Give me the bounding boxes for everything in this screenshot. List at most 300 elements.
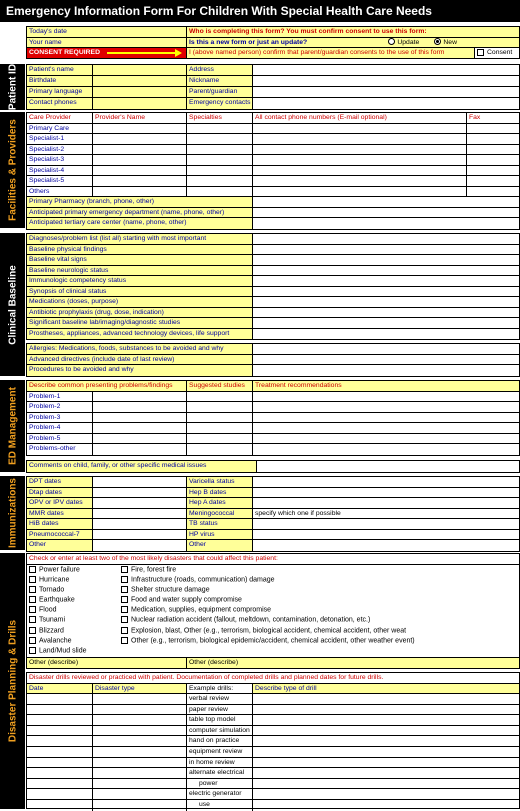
patient-field-label: Nickname <box>187 76 253 86</box>
clinical-label: Baseline physical findings <box>27 245 253 255</box>
table-row <box>27 208 519 219</box>
disaster-checkbox[interactable] <box>121 566 128 573</box>
table-row <box>27 444 519 455</box>
todays-date-label: Today's date <box>27 27 187 37</box>
drill-column-header: Date <box>27 684 93 694</box>
field[interactable] <box>187 402 253 412</box>
field[interactable] <box>93 715 187 725</box>
provider-column-header: All contact phone numbers (E-mail optional) <box>253 113 467 123</box>
table-row <box>27 530 519 541</box>
table-row <box>27 392 519 403</box>
facility-label: Primary Pharmacy (branch, phone, other) <box>27 197 253 207</box>
table-row <box>27 365 519 376</box>
field[interactable] <box>467 187 519 197</box>
table-row <box>27 218 519 229</box>
field[interactable] <box>93 540 187 551</box>
table-row <box>27 65 519 76</box>
field[interactable] <box>93 444 187 455</box>
field[interactable] <box>253 530 519 540</box>
disaster-checkbox[interactable] <box>29 586 36 593</box>
patient-field-value[interactable] <box>93 98 187 109</box>
field[interactable] <box>253 155 467 165</box>
disaster-option[interactable] <box>121 566 517 576</box>
immunization-label: HiB dates <box>27 519 93 529</box>
disaster-checkbox[interactable] <box>121 637 128 644</box>
new-or-update-field <box>187 38 519 48</box>
field[interactable] <box>467 134 519 144</box>
patient-field-value[interactable] <box>253 98 519 109</box>
table-row <box>27 554 519 565</box>
immunization-label: DPT dates <box>27 477 93 487</box>
disaster-checkbox[interactable] <box>29 576 36 583</box>
field[interactable] <box>93 402 187 412</box>
disaster-option-label: Tsunami <box>39 616 66 624</box>
disaster-option[interactable] <box>29 566 117 576</box>
table-row <box>27 187 519 198</box>
ed-row-label: Problem-1 <box>27 392 93 402</box>
field[interactable] <box>253 444 519 455</box>
field[interactable] <box>93 736 187 746</box>
drill-example: verbal review <box>187 694 253 704</box>
field[interactable] <box>187 176 253 186</box>
table-row <box>27 87 519 98</box>
field[interactable] <box>187 134 253 144</box>
patient-field-label: Address <box>187 65 253 75</box>
field[interactable] <box>253 176 467 186</box>
table-row <box>27 423 519 434</box>
field[interactable] <box>93 423 187 433</box>
ed-column-header: Treatment recommendations <box>253 381 519 391</box>
field[interactable] <box>93 519 187 529</box>
disaster-option-label: Earthquake <box>39 596 75 604</box>
field[interactable] <box>253 344 519 354</box>
field[interactable] <box>253 423 519 433</box>
patient-field-label: Contact phones <box>27 98 93 109</box>
table-row <box>27 355 519 366</box>
field[interactable] <box>187 423 253 433</box>
clinical-side-label: Clinical Baseline <box>7 264 18 345</box>
field[interactable] <box>253 308 519 318</box>
disaster-option-label: Other (e.g., terrorism, biological epidemic/accident, chemical accident, other weather event) <box>131 637 415 645</box>
immunization-label: Hep A dates <box>187 498 253 508</box>
table-row <box>27 673 519 684</box>
disaster-checkbox[interactable] <box>121 586 128 593</box>
consent-checkbox-cell[interactable]: Consent <box>475 48 519 58</box>
disaster-checkbox[interactable] <box>29 596 36 603</box>
provider-row-label: Primary Care <box>27 124 93 134</box>
field[interactable] <box>253 124 467 134</box>
field[interactable] <box>93 747 187 757</box>
field[interactable] <box>93 530 187 540</box>
field[interactable] <box>27 715 93 725</box>
disaster-option[interactable] <box>29 647 117 657</box>
facilities-side-label: Facilities & Providers <box>7 119 18 221</box>
field[interactable] <box>253 329 519 340</box>
disaster-option-label: Land/Mud slide <box>39 647 87 655</box>
table-row <box>27 176 519 187</box>
drill-column-header: Disaster type <box>93 684 187 694</box>
field[interactable] <box>253 365 519 376</box>
field[interactable] <box>93 145 187 155</box>
field[interactable] <box>93 166 187 176</box>
disaster-checkbox[interactable] <box>121 616 128 623</box>
field[interactable] <box>93 434 187 444</box>
provider-row-label: Specialist-5 <box>27 176 93 186</box>
disaster-option[interactable] <box>121 576 517 586</box>
clinical-label: Antibiotic prophylaxis (drug, dose, indication) <box>27 308 253 318</box>
clinical-label: Procedures to be avoided and why <box>27 365 253 376</box>
field[interactable] <box>253 413 519 423</box>
field[interactable] <box>253 477 519 487</box>
field[interactable] <box>253 402 519 412</box>
table-row <box>27 297 519 308</box>
field[interactable] <box>253 287 519 297</box>
table-row <box>27 540 519 551</box>
immunization-label: MMR dates <box>27 509 93 519</box>
immunization-label: Pneumococcal-7 <box>27 530 93 540</box>
field[interactable] <box>93 392 187 402</box>
provider-row-label: Specialist-1 <box>27 134 93 144</box>
field[interactable] <box>253 736 519 746</box>
field[interactable] <box>187 155 253 165</box>
field[interactable] <box>253 197 519 207</box>
table-row <box>27 488 519 499</box>
drill-example: alternate electrical <box>187 768 253 778</box>
provider-row-label: Specialist-3 <box>27 155 93 165</box>
provider-column-header: Specialties <box>187 113 253 123</box>
patient-field-value[interactable] <box>93 87 187 97</box>
table-row <box>27 694 519 705</box>
clinical-label: Immunologic competency status <box>27 276 253 286</box>
new-form-question: Is this a new form or just an update? <box>189 38 308 46</box>
disaster-option-label: Food and water supply compromise <box>131 596 242 604</box>
patient-field-label: Primary language <box>27 87 93 97</box>
patient-field-value[interactable] <box>93 76 187 86</box>
table-row <box>27 287 519 298</box>
table-row <box>27 344 519 355</box>
disaster-option-label: Hurricane <box>39 576 70 584</box>
disaster-option[interactable] <box>29 616 117 626</box>
immunization-label: Other <box>27 540 93 551</box>
provider-row-label: Specialist-2 <box>27 145 93 155</box>
patient-id-side-label: Patient ID <box>7 63 18 111</box>
disaster-option-label: Tornado <box>39 586 65 594</box>
field[interactable] <box>253 434 519 444</box>
drill-example: electric generator <box>187 789 253 799</box>
disaster-checkbox[interactable] <box>121 596 128 603</box>
disaster-checkbox[interactable] <box>121 576 128 583</box>
table-row <box>27 234 519 245</box>
patient-field-value[interactable] <box>253 76 519 86</box>
clinical-label: Synopsis of clinical status <box>27 287 253 297</box>
top-section <box>0 26 520 58</box>
disaster-checkbox[interactable] <box>121 606 128 613</box>
table-row <box>27 402 519 413</box>
field[interactable] <box>93 694 187 704</box>
field[interactable] <box>467 176 519 186</box>
disaster-checkbox[interactable] <box>29 616 36 623</box>
drill-example: table top model <box>187 715 253 725</box>
field[interactable] <box>253 234 519 244</box>
field[interactable] <box>27 789 93 799</box>
field[interactable] <box>253 208 519 218</box>
disaster-option[interactable] <box>29 606 117 616</box>
table-row <box>27 498 519 509</box>
consent-checkbox[interactable] <box>477 49 484 56</box>
field[interactable] <box>93 176 187 186</box>
disaster-checkbox[interactable] <box>121 627 128 634</box>
field[interactable] <box>253 276 519 286</box>
patient-field-value[interactable] <box>253 87 519 97</box>
drill-example: in home review <box>187 758 253 768</box>
disaster-checkbox[interactable] <box>29 606 36 613</box>
immunization-label: Meningococcal <box>187 509 253 519</box>
field[interactable] <box>187 187 253 197</box>
table-row <box>27 98 519 109</box>
table-row <box>27 134 519 145</box>
field[interactable] <box>27 779 93 789</box>
field[interactable] <box>27 768 93 778</box>
table-row <box>27 166 519 177</box>
patient-field-label: Emergency contacts <box>187 98 253 109</box>
immunization-label: Other <box>187 540 253 551</box>
update-label: Update <box>397 38 420 46</box>
ed-column-header: Describe common presenting problems/findings <box>27 381 187 391</box>
ed-row-label: Problems-other <box>27 444 93 455</box>
field[interactable] <box>93 498 187 508</box>
new-label: New <box>443 38 457 46</box>
disaster-option[interactable] <box>29 637 117 647</box>
field[interactable] <box>253 145 467 155</box>
disaster-option-label: Explosion, blast, Other (e.g., terrorism, biological accident, chemical accident, other weat <box>131 626 407 634</box>
field[interactable] <box>253 218 519 229</box>
field[interactable] <box>93 413 187 423</box>
ed-row-label: Problem-3 <box>27 413 93 423</box>
patient-field-label: Patient's name <box>27 65 93 75</box>
field[interactable] <box>93 187 187 197</box>
field[interactable] <box>253 726 519 736</box>
table-row <box>27 434 519 445</box>
disaster-option[interactable] <box>121 586 517 596</box>
field[interactable] <box>93 155 187 165</box>
field[interactable] <box>253 488 519 498</box>
field[interactable] <box>93 509 187 519</box>
immunization-label: TB status <box>187 519 253 529</box>
table-row <box>27 705 519 716</box>
ed-column-header: Suggested studies <box>187 381 253 391</box>
disaster-option[interactable] <box>29 596 117 606</box>
table-row <box>27 308 519 319</box>
arrow-right-icon <box>107 52 177 54</box>
disaster-checkbox[interactable] <box>29 637 36 644</box>
disaster-option-label: Infrastructure (roads, communication) damage <box>131 576 275 584</box>
table-row <box>27 318 519 329</box>
disaster-option[interactable] <box>29 627 117 637</box>
your-name-label: Your name <box>27 38 187 48</box>
table-row <box>27 758 519 769</box>
table-row <box>27 658 519 669</box>
field[interactable] <box>467 155 519 165</box>
comments-row <box>26 460 520 473</box>
field[interactable] <box>253 519 519 529</box>
disaster-checkbox[interactable] <box>29 566 36 573</box>
field[interactable] <box>253 134 467 144</box>
disaster-checkbox[interactable] <box>29 647 36 654</box>
consent-required-label: CONSENT REQUIRED <box>27 48 187 58</box>
patient-field-value[interactable] <box>253 65 519 75</box>
field[interactable] <box>187 124 253 134</box>
form-title: Emergency Information Form For Children With Special Health Care Needs <box>0 0 520 22</box>
ed-side-label: ED Management <box>7 387 18 465</box>
disaster-option-label: Fire, forest fire <box>131 565 177 573</box>
field[interactable] <box>253 166 467 176</box>
field[interactable] <box>253 540 519 551</box>
immunizations-section <box>0 476 520 550</box>
table-row <box>27 715 519 726</box>
field[interactable] <box>27 694 93 704</box>
field[interactable] <box>187 145 253 155</box>
table-row <box>27 255 519 266</box>
field[interactable] <box>93 726 187 736</box>
drills-header: Disaster drills reviewed or practiced with patient. Documentation of completed drills and planned dates for future drills. <box>29 674 384 681</box>
field[interactable] <box>93 768 187 778</box>
drill-column-header: Example drills: <box>187 684 253 694</box>
drill-example: computer simulation <box>187 726 253 736</box>
new-radio[interactable] <box>434 38 441 45</box>
facility-label: Anticipated primary emergency department (name, phone, other) <box>27 208 253 218</box>
field[interactable] <box>253 789 519 799</box>
field[interactable] <box>467 145 519 155</box>
table-row <box>27 684 519 695</box>
field[interactable] <box>253 498 519 508</box>
field[interactable] <box>93 477 187 487</box>
field[interactable] <box>27 758 93 768</box>
field[interactable] <box>93 124 187 134</box>
provider-column-header: Care Provider <box>27 113 93 123</box>
table-row <box>27 145 519 156</box>
field[interactable] <box>253 266 519 276</box>
field[interactable] <box>253 715 519 725</box>
field[interactable] <box>253 747 519 757</box>
drill-example: paper review <box>187 705 253 715</box>
facility-label: Anticipated tertiary care center (name, phone, other) <box>27 218 253 229</box>
clinical-label: Significant baseline lab/imaging/diagnostic studies <box>27 318 253 328</box>
patient-field-label: Parent/guardian <box>187 87 253 97</box>
disaster-option-label: Blizzard <box>39 626 64 634</box>
disaster-option[interactable] <box>29 576 117 586</box>
field[interactable] <box>253 297 519 307</box>
table-row <box>27 76 519 87</box>
field[interactable] <box>93 789 187 799</box>
clinical-label: Baseline neurologic status <box>27 266 253 276</box>
update-radio[interactable] <box>388 38 395 45</box>
disaster-option[interactable] <box>29 586 117 596</box>
disaster-section <box>0 553 520 809</box>
table-row <box>27 113 519 124</box>
field[interactable] <box>187 444 253 455</box>
field[interactable] <box>187 434 253 444</box>
field[interactable] <box>253 187 467 197</box>
disaster-checkbox[interactable] <box>29 627 36 634</box>
clinical-section <box>0 233 520 376</box>
field[interactable] <box>467 166 519 176</box>
drill-example: use <box>187 800 253 811</box>
disaster-option[interactable] <box>121 637 517 647</box>
ed-row-label: Problem-5 <box>27 434 93 444</box>
disaster-option-label: Avalanche <box>39 637 72 645</box>
field[interactable] <box>253 355 519 365</box>
field[interactable] <box>93 758 187 768</box>
table-row <box>27 381 519 392</box>
field[interactable] <box>27 705 93 715</box>
field[interactable] <box>253 758 519 768</box>
disaster-option[interactable] <box>121 616 517 626</box>
disaster-option-label: Medication, supplies, equipment compromise <box>131 606 272 614</box>
ed-section <box>0 380 520 472</box>
other-describe-label: Other (describe) <box>187 658 519 669</box>
clinical-label: Medications (doses, purpose) <box>27 297 253 307</box>
field[interactable] <box>93 705 187 715</box>
field[interactable] <box>93 134 187 144</box>
field[interactable] <box>27 736 93 746</box>
clinical-label: Baseline vital signs <box>27 255 253 265</box>
patient-field-value[interactable] <box>93 65 187 75</box>
table-row <box>27 245 519 256</box>
ed-row-label: Problem-2 <box>27 402 93 412</box>
field[interactable] <box>253 392 519 402</box>
field[interactable] <box>187 413 253 423</box>
field[interactable] <box>253 255 519 265</box>
field[interactable] <box>187 392 253 402</box>
field[interactable] <box>27 726 93 736</box>
table-row <box>27 276 519 287</box>
field[interactable] <box>253 245 519 255</box>
patient-field-label: Birthdate <box>27 76 93 86</box>
drill-example: power <box>187 779 253 789</box>
disaster-side-label: Disaster Planning & Drills <box>7 619 18 743</box>
field[interactable] <box>27 747 93 757</box>
table-row <box>27 726 519 737</box>
field[interactable] <box>253 705 519 715</box>
field[interactable] <box>253 694 519 704</box>
disaster-option[interactable] <box>121 606 517 616</box>
other-describe-label: Other (describe) <box>27 658 187 669</box>
drill-column-header: Describe type of drill <box>253 684 519 694</box>
facilities-section <box>0 112 520 228</box>
field[interactable] <box>253 768 519 778</box>
field[interactable] <box>93 488 187 498</box>
immunization-label: Varicella status <box>187 477 253 487</box>
table-row <box>27 477 519 488</box>
field[interactable] <box>467 124 519 134</box>
table-row <box>27 736 519 747</box>
disaster-option-label: Nuclear radiation accident (fallout, meltdown, contamination, detonation, etc.) <box>131 616 371 624</box>
field[interactable] <box>93 779 187 789</box>
disaster-option[interactable] <box>121 627 517 637</box>
disaster-option-label: Shelter structure damage <box>131 586 210 594</box>
comments-field[interactable] <box>257 461 519 472</box>
disaster-option-label: Power failure <box>39 565 80 573</box>
table-row <box>27 789 519 800</box>
clinical-label: Diagnoses/problem list (list all) starting with most important <box>27 234 253 244</box>
disaster-option[interactable] <box>121 596 517 606</box>
table-row <box>27 329 519 340</box>
field[interactable] <box>187 166 253 176</box>
field[interactable] <box>253 779 519 789</box>
immunization-label: OPV or IPV dates <box>27 498 93 508</box>
disaster-option-label: Flood <box>39 606 57 614</box>
field[interactable] <box>253 318 519 328</box>
